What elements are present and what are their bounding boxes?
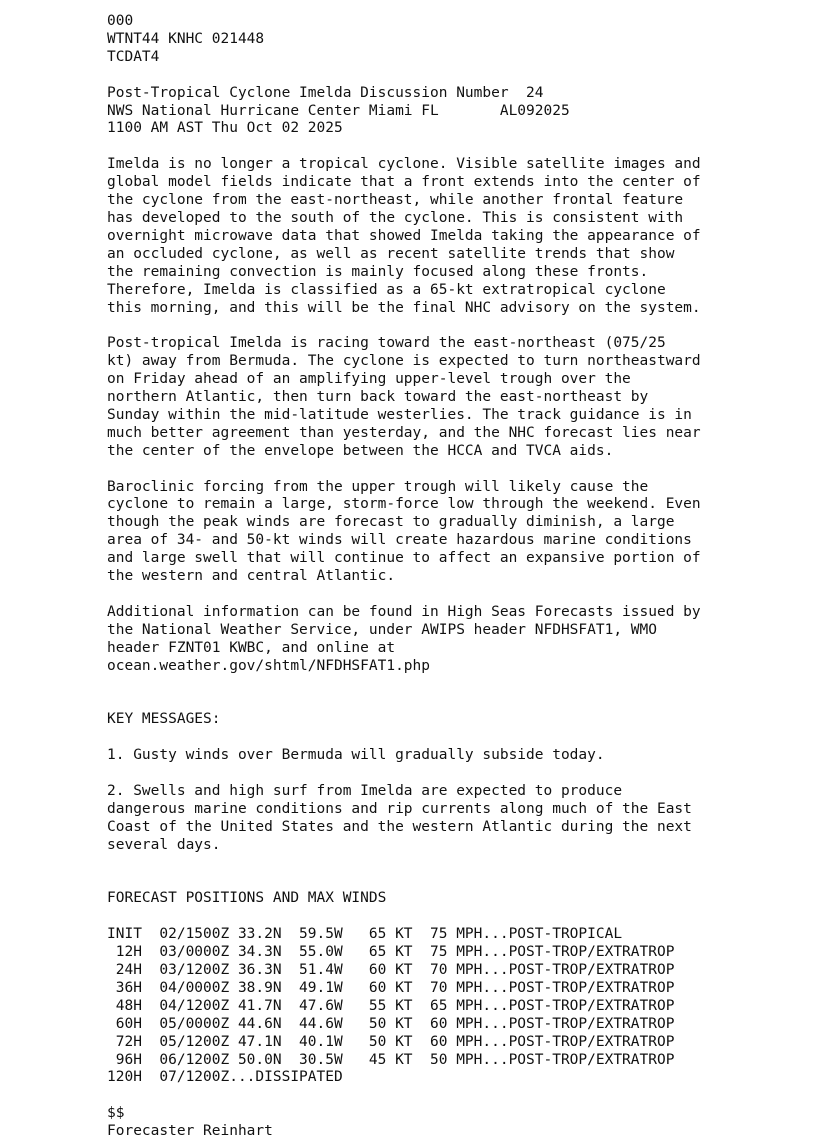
key-messages-heading: KEY MESSAGES: bbox=[107, 711, 221, 728]
forecast-row-12h: 12H 03/0000Z 34.3N 55.0W 65 KT 75 MPH...POST-TROP/EXTRATROP bbox=[107, 944, 675, 961]
wmo-header: WTNT44 KNHC 021448 bbox=[107, 30, 265, 47]
forecaster-name: Forecaster Reinhart bbox=[107, 1123, 273, 1140]
issuing-office: NWS National Hurricane Center Miami FL AL092025 bbox=[107, 102, 570, 119]
issue-time: 1100 AM AST Thu Oct 02 2025 bbox=[107, 120, 343, 137]
forecast-row-36h: 36H 04/0000Z 38.9N 49.1W 60 KT 70 MPH...POST-TROP/EXTRATROP bbox=[107, 979, 675, 996]
forecast-row-96h: 96H 06/1200Z 50.0N 30.5W 45 KT 50 MPH...POST-TROP/EXTRATROP bbox=[107, 1051, 675, 1068]
discussion-paragraph-2: Post-tropical Imelda is racing toward the east-northeast (075/25 kt) away from Bermuda. The cyclone is expected to turn northeastward on Friday ahead of an amplifying upper-level trough over the northern Atlantic, then turn back toward the east-northeast by Sunday within the mid-latitude westerlies. The track guidance is in much better agreement than yesterday, and the NHC forecast lies near the center of the envelope between the HCCA and TVCA aids. bbox=[107, 335, 701, 459]
forecast-row-48h: 48H 04/1200Z 41.7N 47.6W 55 KT 65 MPH...POST-TROP/EXTRATROP bbox=[107, 997, 675, 1014]
key-message-2: 2. Swells and high surf from Imelda are expected to produce dangerous marine conditions and rip currents along much of the East Coast of the United States and the western Atlantic during the next several days. bbox=[107, 782, 692, 853]
forecast-row-24h: 24H 03/1200Z 36.3N 51.4W 60 KT 70 MPH...POST-TROP/EXTRATROP bbox=[107, 962, 675, 979]
forecast-row-60h: 60H 05/0000Z 44.6N 44.6W 50 KT 60 MPH...POST-TROP/EXTRATROP bbox=[107, 1015, 675, 1032]
discussion-paragraph-4: Additional information can be found in High Seas Forecasts issued by the National Weather Service, under AWIPS header NFDHSFAT1, WMO header FZNT01 KWBC, and online at ocean.weather.gov/shtml/NFDHSFAT1.php bbox=[107, 603, 701, 674]
discussion-title: Post-Tropical Cyclone Imelda Discussion Number 24 bbox=[107, 84, 544, 101]
key-message-1: 1. Gusty winds over Bermuda will gradually subside today. bbox=[107, 747, 605, 764]
discussion-paragraph-3: Baroclinic forcing from the upper trough will likely cause the cyclone to remain a large, storm-force low through the weekend. Even though the peak winds are forecast to gradually diminish, a large area of 34- and 50-kt winds will create hazardous marine conditions and large swell that will continue to affect an expansive portion of the western and central Atlantic. bbox=[107, 478, 701, 585]
forecast-row-72h: 72H 05/1200Z 47.1N 40.1W 50 KT 60 MPH...POST-TROP/EXTRATROP bbox=[107, 1033, 675, 1050]
discussion-document bbox=[107, 13, 701, 1141]
forecast-heading: FORECAST POSITIONS AND MAX WINDS bbox=[107, 890, 387, 907]
forecast-row-120h: 120H 07/1200Z...DISSIPATED bbox=[107, 1069, 343, 1086]
awips-id: TCDAT4 bbox=[107, 48, 160, 65]
discussion-paragraph-1: Imelda is no longer a tropical cyclone. Visible satellite images and global model fields indicate that a front extends into the center of the cyclone from the east-northeast, while another frontal feature has developed to the south of the cyclone. This is consistent with overnight microwave data that showed Imelda taking the appearance of an occluded cyclone, as well as recent satellite trends that show the remaining convection is mainly focused along these fronts. Therefore, Imelda is classified as a 65-kt extratropical cyclone this morning, and this will be the final NHC advisory on the system. bbox=[107, 156, 701, 316]
forecast-row-init: INIT 02/1500Z 33.2N 59.5W 65 KT 75 MPH...POST-TROPICAL bbox=[107, 926, 623, 943]
product-code: 000 bbox=[107, 13, 134, 29]
end-of-product-marker: $$ bbox=[107, 1105, 125, 1122]
